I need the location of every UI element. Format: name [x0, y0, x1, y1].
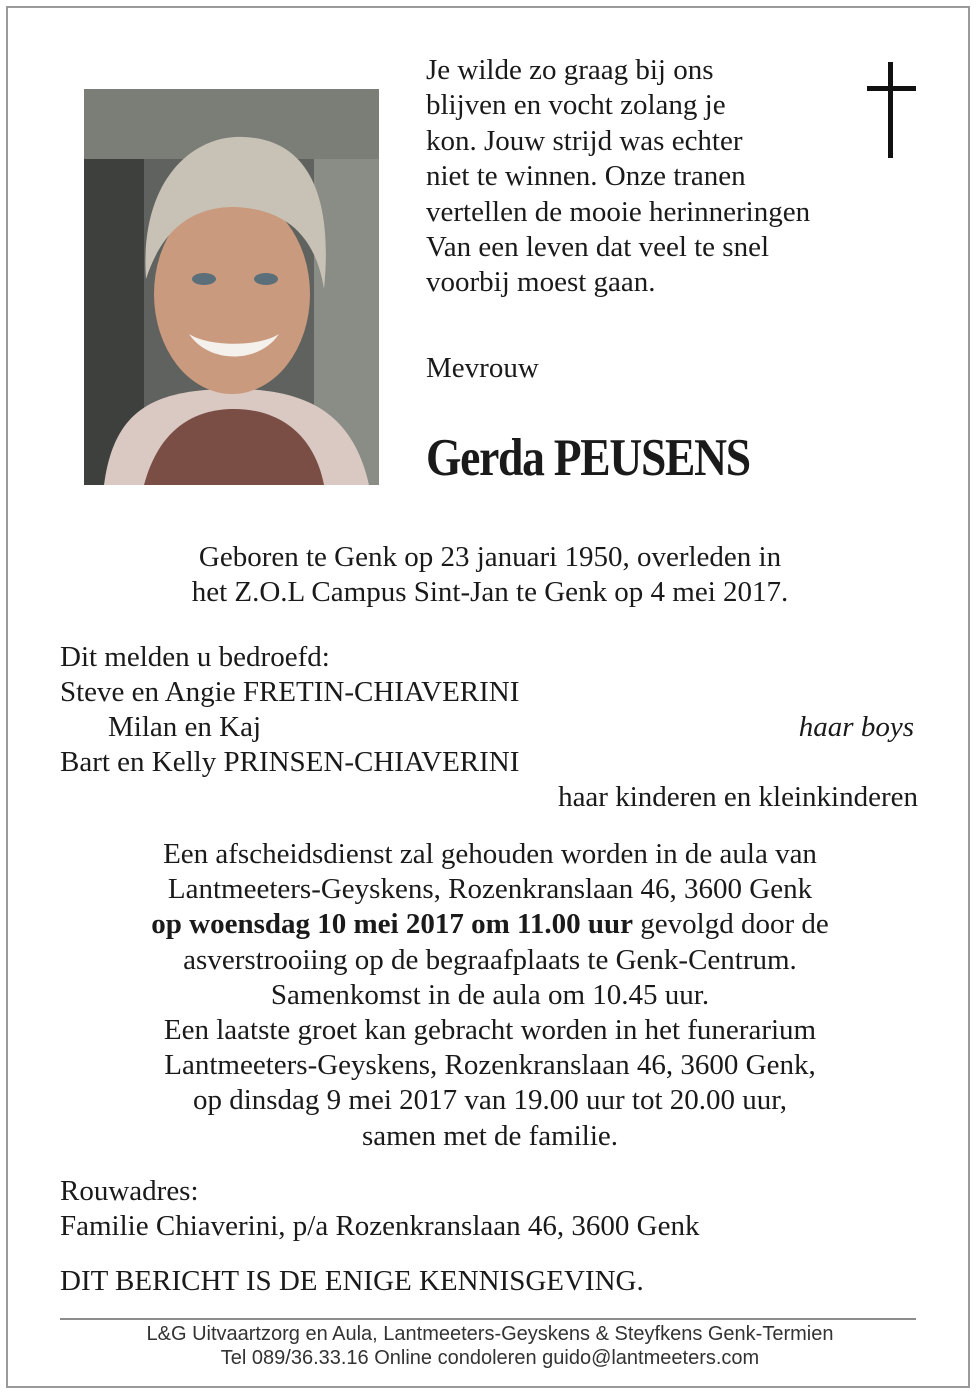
announce-intro: Dit melden u bedroefd: [60, 641, 330, 673]
poem-line: kon. Jouw strijd was echter [426, 124, 743, 157]
family-member-2: Bart en Kelly PRINSEN-CHIAVERINI [60, 746, 520, 778]
service-line: asverstrooiing op de begraafplaats te Genk-Centrum. [183, 943, 797, 976]
grandchildren-names: Milan en Kaj [108, 711, 262, 743]
death-line: het Z.O.L Campus Sint-Jan te Genk op 4 mei 2017. [191, 576, 789, 608]
service-details [0, 837, 980, 1154]
final-notice: DIT BERICHT IS DE ENIGE KENNISGEVING. [60, 1265, 644, 1297]
service-line: op dinsdag 9 mei 2017 van 19.00 uur tot 20.00 uur, [192, 1084, 788, 1117]
poem-line: Van een leven dat veel te snel [426, 231, 770, 264]
service-line: Een laatste groet kan gebracht worden in het funerarium [163, 1014, 817, 1047]
footer-divider [60, 1318, 916, 1320]
poem [426, 53, 886, 301]
birth-line: Geboren te Genk op 23 januari 1950, overleden in [198, 541, 782, 573]
deceased-name: Gerda PEUSENS [426, 429, 750, 487]
family-announcement [60, 640, 920, 815]
footer-line-2: Tel 089/36.33.16 Online condoleren guido@lantmeeters.com [220, 1347, 760, 1369]
relation-row [60, 780, 920, 815]
footer [0, 1322, 980, 1370]
service-line: samen met de familie. [361, 1119, 619, 1152]
poem-line: vertellen de mooie herinneringen [426, 195, 811, 228]
address-value: Familie Chiaverini, p/a Rozenkranslaan 46, 3600 Genk [60, 1210, 700, 1242]
service-line-rest: gevolgd door de [633, 908, 829, 941]
birth-death-info [0, 540, 980, 610]
service-line: Lantmeeters-Geyskens, Rozenkranslaan 46, 3600 Genk [167, 873, 813, 906]
grandchildren-row [60, 710, 920, 745]
service-line: Lantmeeters-Geyskens, Rozenkranslaan 46, 3600 Genk, [164, 1049, 816, 1082]
service-line: Samenkomst in de aula om 10.45 uur. [270, 978, 710, 1011]
service-line: Een afscheidsdienst zal gehouden worden in de aula van [163, 838, 817, 870]
portrait-photo [84, 89, 379, 485]
service-date: op woensdag 10 mei 2017 om 11.00 uur [151, 908, 634, 941]
relation-note: haar kinderen en kleinkinderen [558, 781, 918, 813]
grandchildren-note: haar boys [798, 711, 914, 743]
address-label: Rouwadres: [60, 1175, 199, 1207]
title-prefix: Mevrouw [426, 352, 539, 384]
family-member-1: Steve en Angie FRETIN-CHIAVERINI [60, 676, 520, 708]
poem-line: Je wilde zo graag bij ons [426, 54, 714, 86]
mourning-address [60, 1174, 699, 1244]
poem-line: blijven en vocht zolang je [426, 89, 726, 122]
service-line [0, 907, 980, 942]
footer-line-1: L&G Uitvaartzorg en Aula, Lantmeeters-Geyskens & Steyfkens Genk-Termien [146, 1323, 834, 1345]
poem-line: niet te winnen. Onze tranen [426, 160, 746, 193]
cross-icon [862, 62, 922, 160]
poem-line: voorbij moest gaan. [426, 266, 656, 299]
